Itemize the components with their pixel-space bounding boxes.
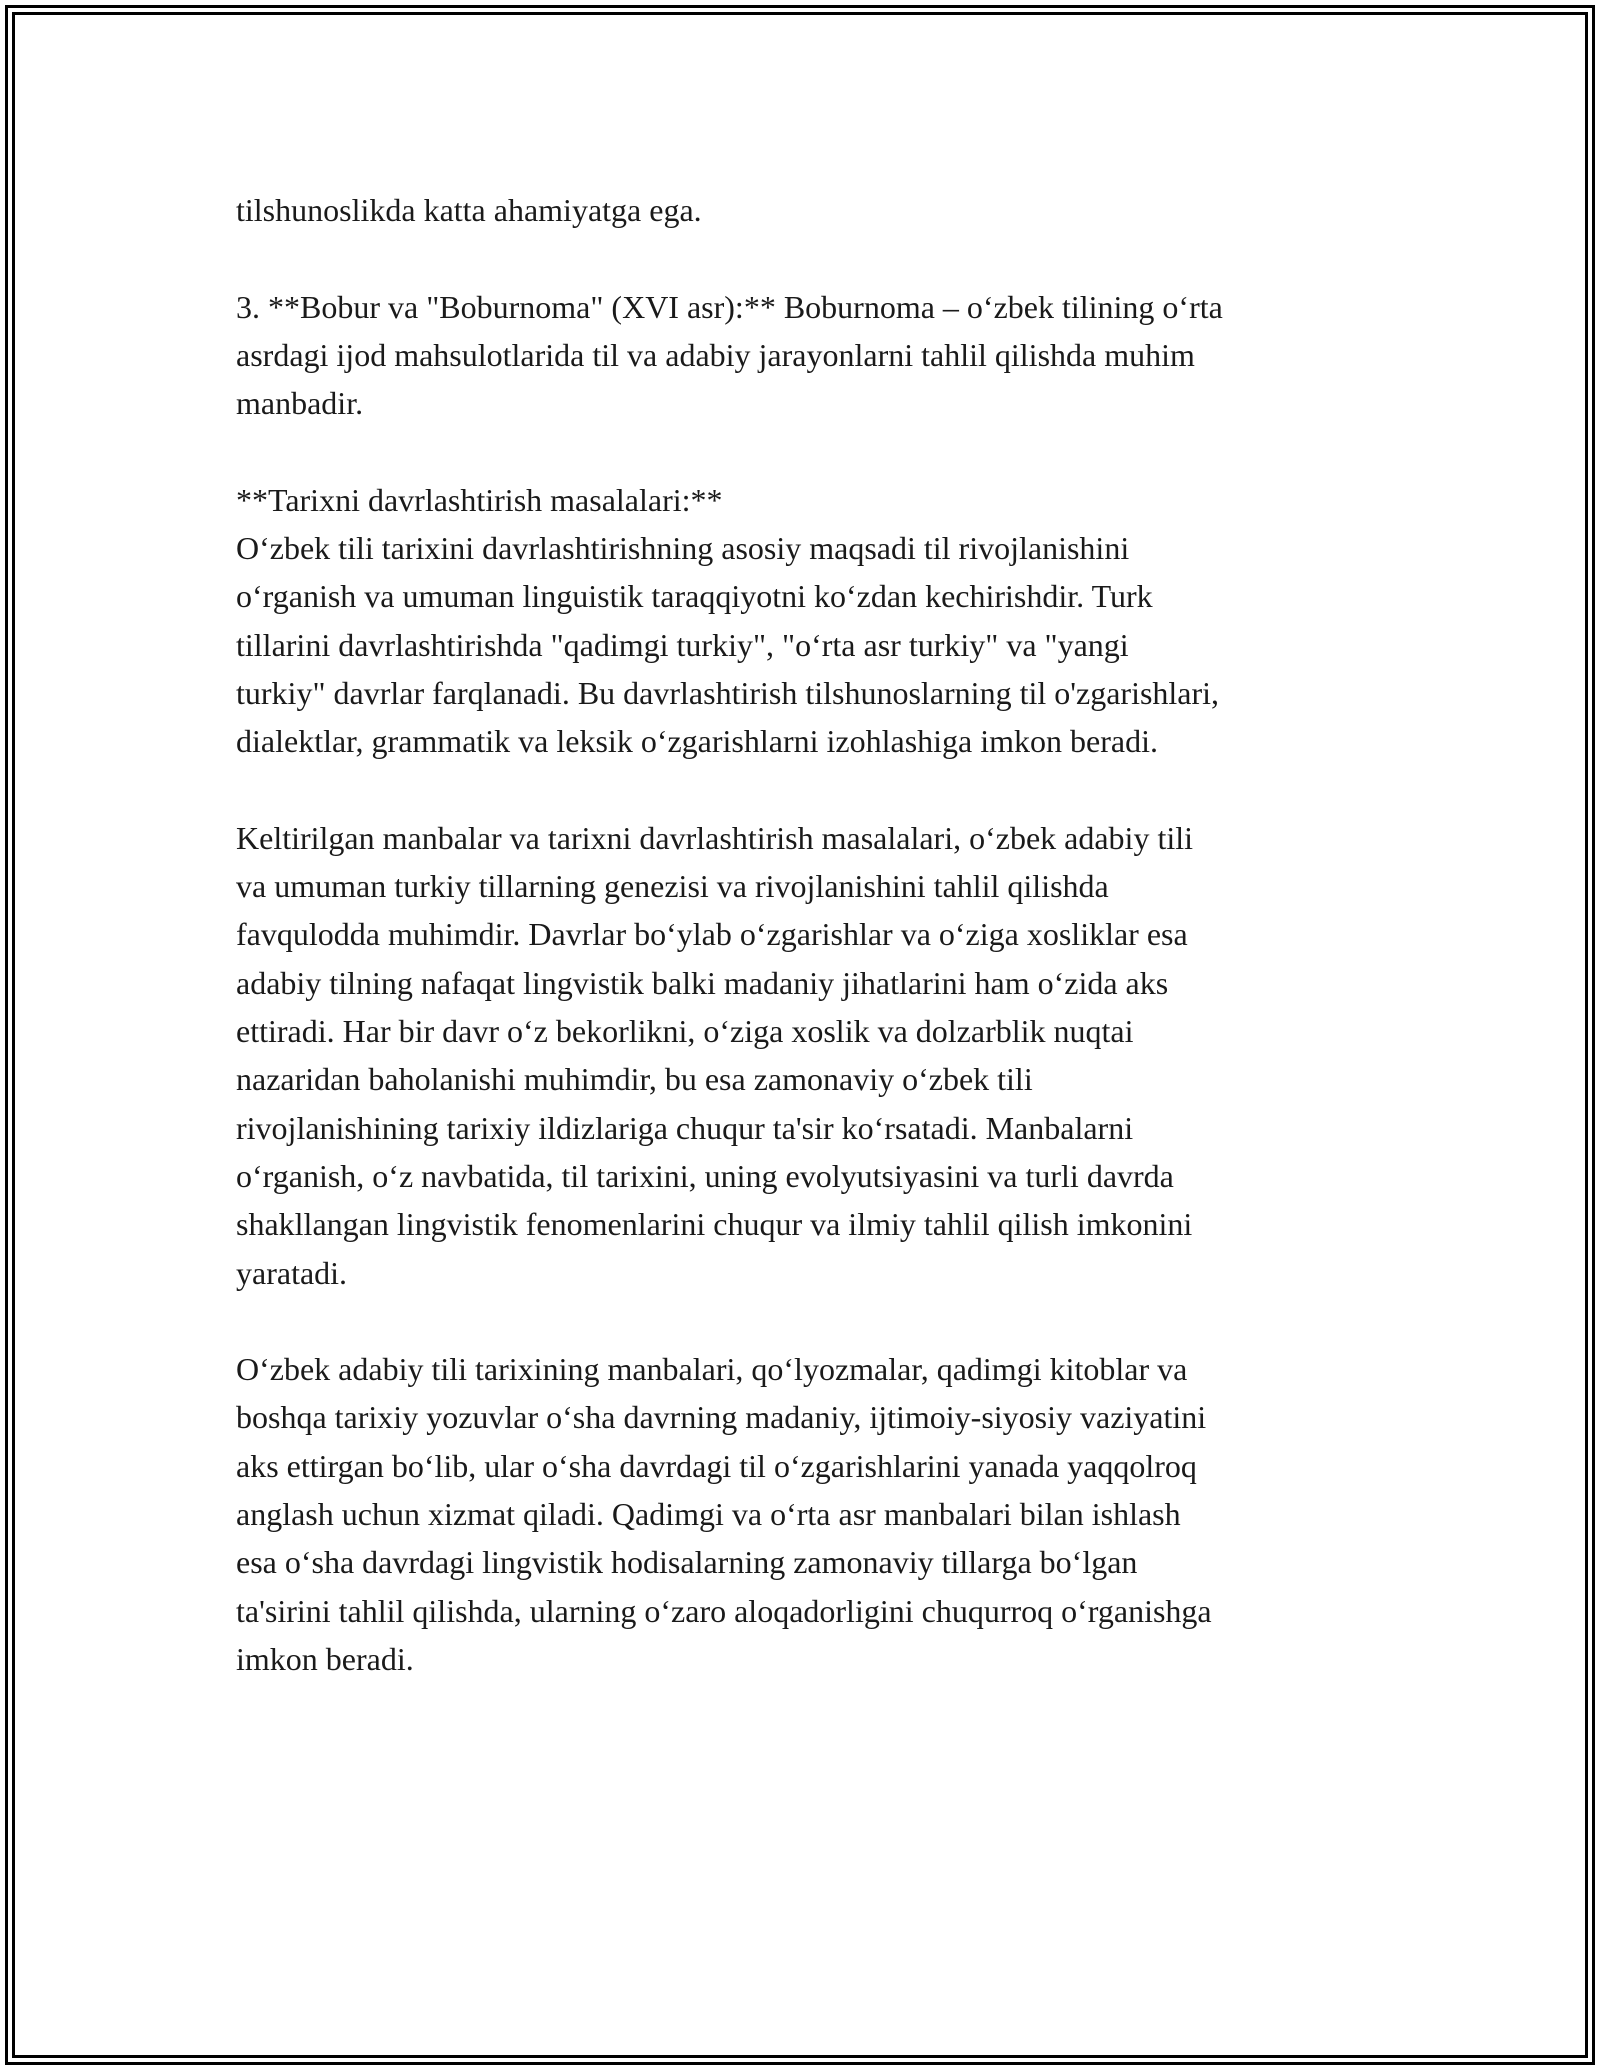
paragraph-sources-manuscripts: Oʻzbek adabiy tili tarixining manbalari, qoʻlyozmalar, qadimgi kitoblar va boshqa tarixiy yozuvlar oʻsha davrning madaniy, ijtimoiy-siyosiy vaziyatini aks ettirgan boʻlib, ular oʻsha davrdagi til oʻzgarishlarini yanada yaqqolroq anglash uchun xizmat qiladi. Qadimgi va oʻrta asr manbalari bilan ishlash esa oʻsha davrdagi lingvistik hodisalarning zamonaviy tillarga boʻlgan ta'sirini tahlil qilishda, ularning oʻzaro aloqadorligini chuqurroq oʻrganishga imkon beradi. bbox=[236, 1351, 1212, 1677]
section-heading-periodization: **Tarixni davrlashtirish masalalari:** bbox=[236, 481, 723, 518]
paragraph-sources-periodization: Keltirilgan manbalar va tarixni davrlashtirish masalalari, oʻzbek adabiy tili va umuman turkiy tillarning genezisi va rivojlanishini tahlil qilishda favqulodda muhimdir. Davrlar boʻylab oʻzgarishlar va oʻziga xosliklar esa adabiy tilning nafaqat lingvistik balki madaniy jihatlarini ham oʻzida aks ettiradi. Har bir davr oʻz bekorlikni, oʻziga xoslik va dolzarblik nuqtai nazaridan baholanishi muhimdir, bu esa zamonaviy oʻzbek tili rivojlanishining tarixiy ildizlariga chuqur ta'sir koʻrsatadi. Manbalarni oʻrganish, oʻz navbatida, til tarixini, uning evolyutsiyasini va turli davrda shakllangan lingvistik fenomenlarini chuqur va ilmiy tahlil qilish imkonini yaratadi. bbox=[236, 819, 1193, 1291]
document-body bbox=[236, 186, 1386, 1732]
paragraph-periodization: Oʻzbek tili tarixini davrlashtirishning asosiy maqsadi til rivojlanishini oʻrganish va umuman linguistik taraqqiyotni koʻzdan kechirishdir. Turk tillarini davrlashtirishda "qadimgi turkiy", "oʻrta asr turkiy" va "yangi turkiy" davrlar farqlanadi. Bu davrlashtirish tilshunoslarning til o'zgarishlari, dialektlar, grammatik va leksik oʻzgarishlarni izohlashiga imkon beradi. bbox=[236, 530, 1220, 760]
paragraph-boburnoma: 3. **Bobur va "Boburnoma" (XVI asr):** Boburnoma – oʻzbek tilining oʻrta asrdagi ijod mahsulotlarida til va adabiy jarayonlarni tahlil qilishda muhim manbadir. bbox=[236, 288, 1223, 422]
paragraph-intro-fragment: tilshunoslikda katta ahamiyatga ega. bbox=[236, 192, 702, 228]
